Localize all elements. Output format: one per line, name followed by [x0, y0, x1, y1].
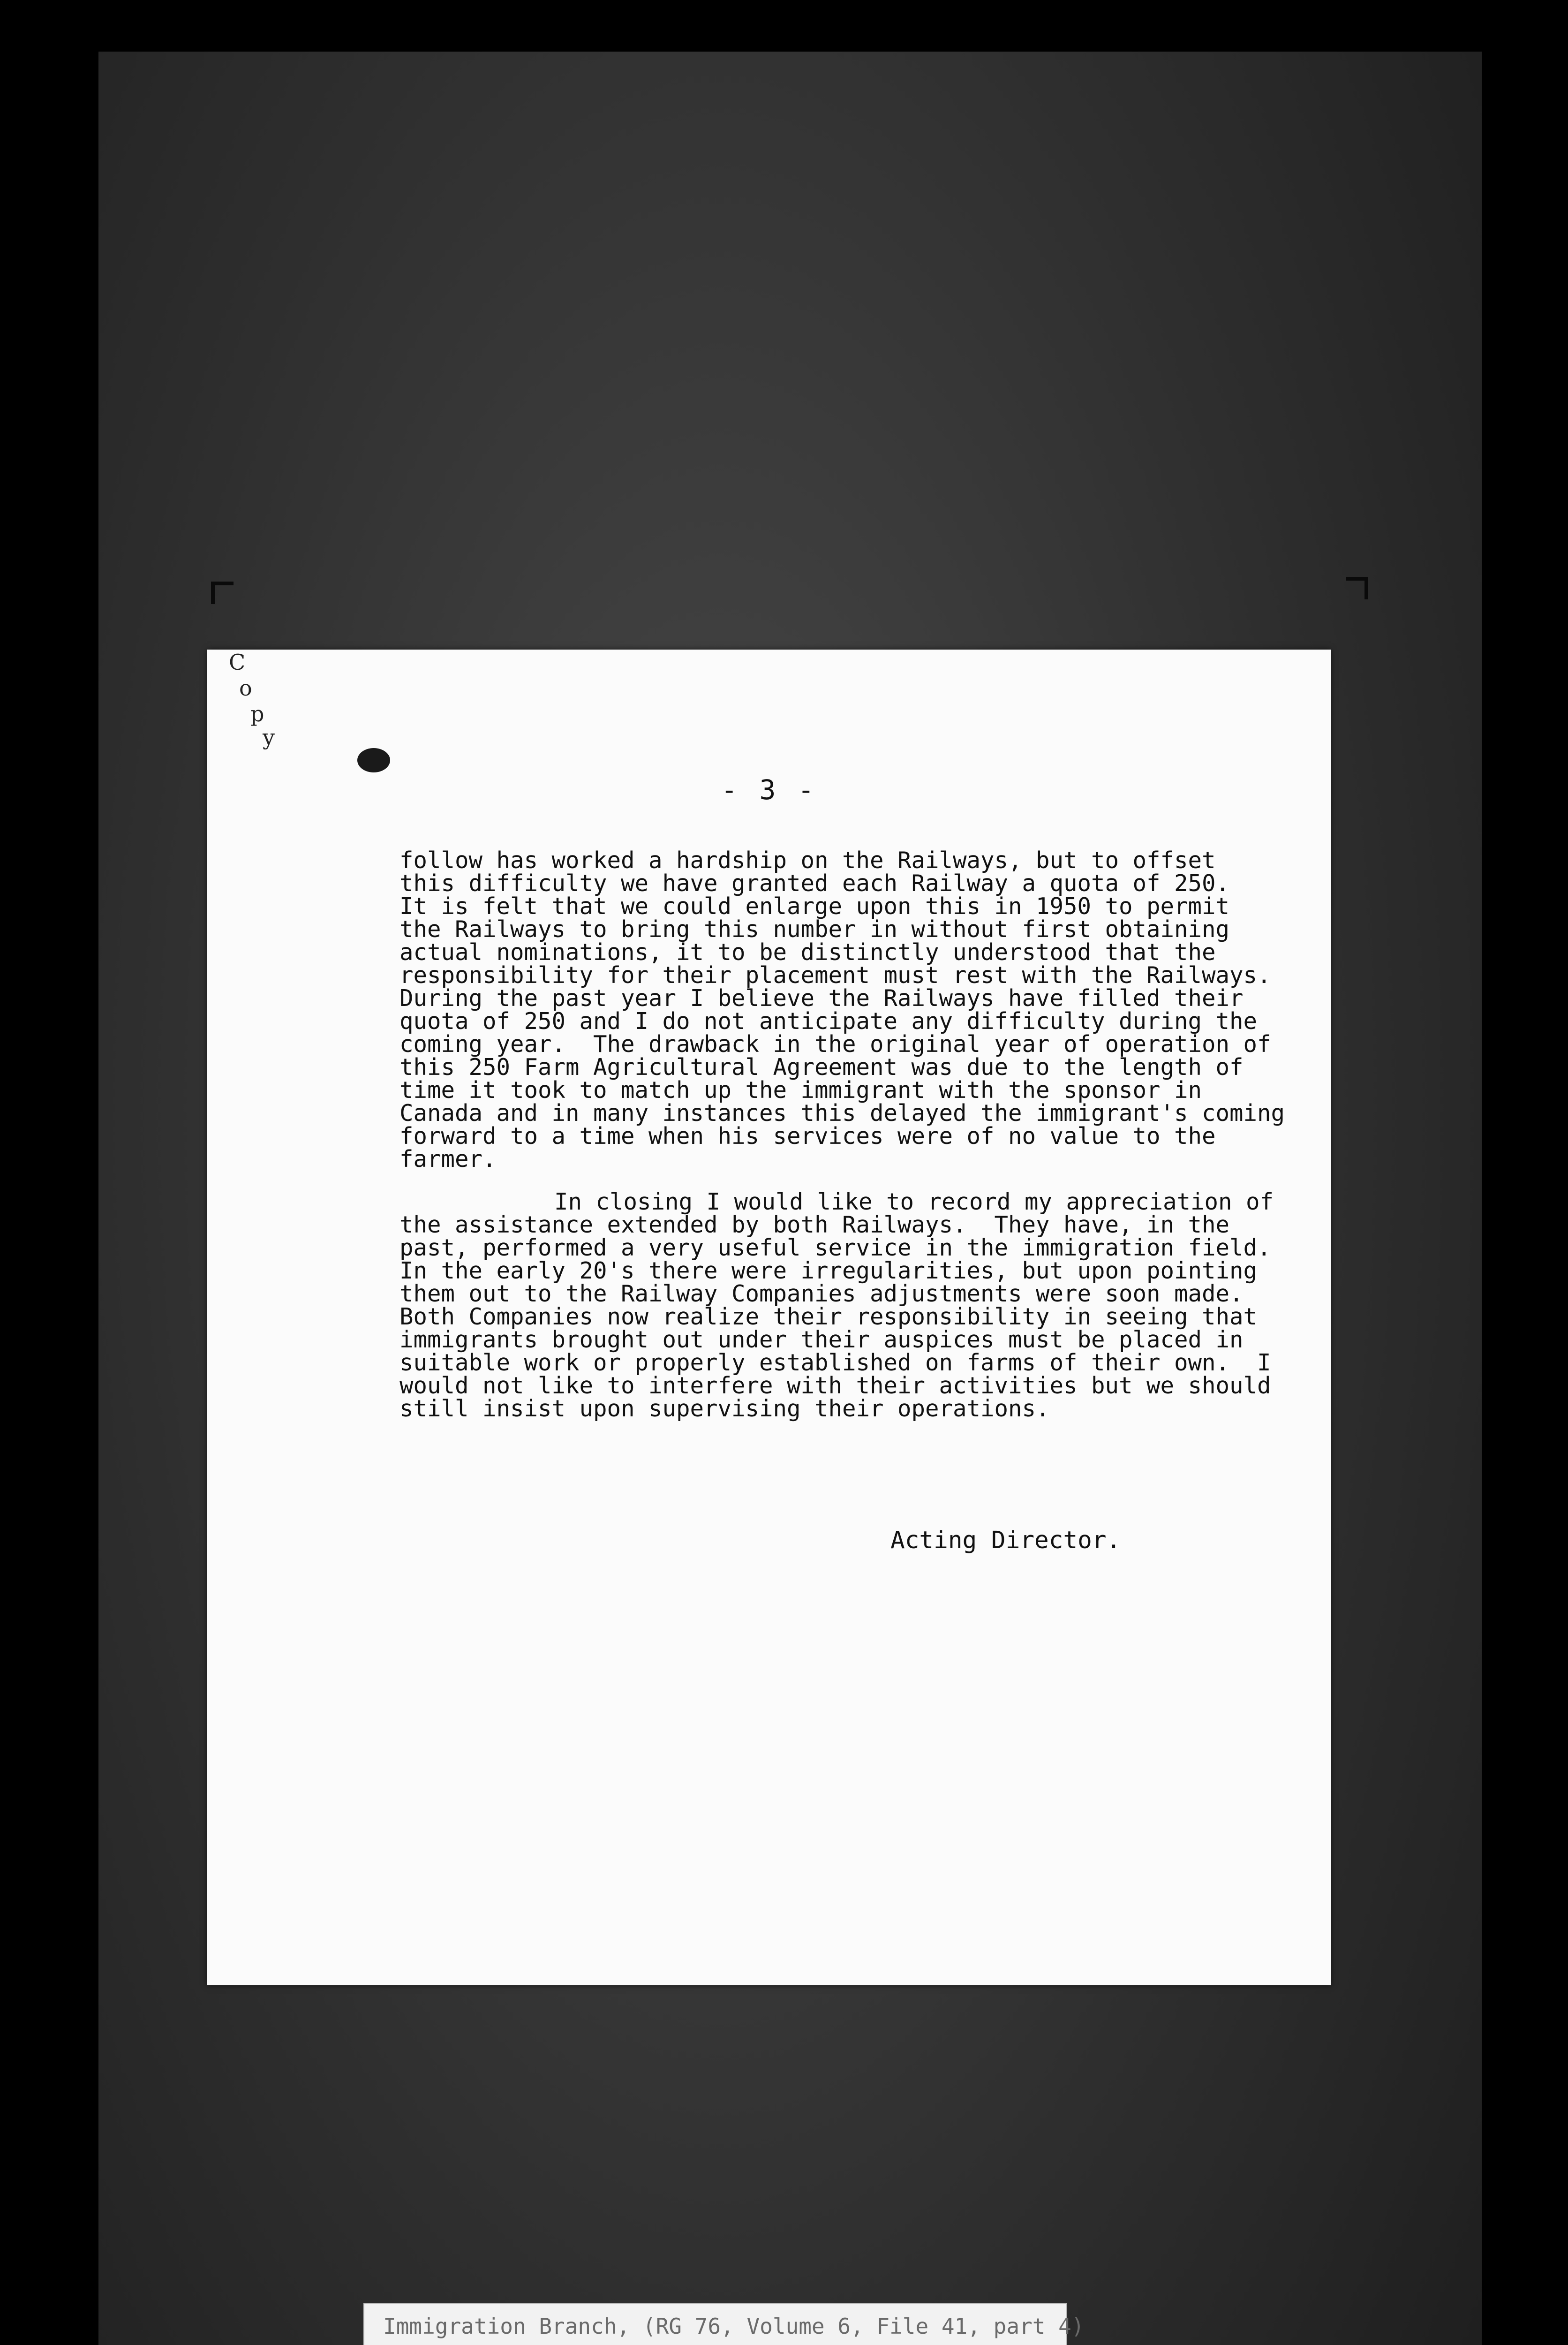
copy-stamp-letter: o	[239, 675, 252, 701]
text-line: would not like to interfere with their activities but we should	[400, 1372, 1271, 1399]
copy-stamp-letter: C	[229, 650, 246, 675]
text-line: the Railways to bring this number in without first obtaining	[400, 916, 1230, 943]
paragraph-spacer	[400, 1171, 1319, 1190]
text-line: immigrants brought out under their auspices must be placed in	[400, 1326, 1244, 1353]
text-line: this difficulty we have granted each Railway a quota of 250.	[400, 870, 1230, 897]
paragraph-2	[400, 1190, 1319, 1420]
text-line: time it took to match up the immigrant with the sponsor in	[400, 1077, 1202, 1104]
text-line: quota of 250 and I do not anticipate any difficulty during the	[400, 1008, 1258, 1035]
paragraph-1	[400, 849, 1319, 1171]
text-line: coming year. The drawback in the original year of operation of	[400, 1031, 1271, 1058]
text-line: forward to a time when his services were of no value to the	[400, 1123, 1216, 1150]
signature-title: Acting Director.	[890, 1527, 1121, 1554]
text-line: still insist upon supervising their operations.	[400, 1395, 1050, 1422]
mount-corner-top-right	[1346, 577, 1368, 599]
text-line: In closing I would like to record my appreciation of	[554, 1188, 1274, 1215]
mount-corner-top-left	[211, 582, 234, 604]
copy-stamp-letter: p	[250, 701, 264, 726]
text-line: Both Companies now realize their responsibility in seeing that	[400, 1303, 1258, 1330]
text-line: past, performed a very useful service in the immigration field.	[400, 1234, 1271, 1261]
page-number: - 3 -	[721, 774, 817, 806]
punch-hole-mark	[357, 748, 390, 772]
letter-body	[400, 849, 1319, 1420]
copy-stamp-letter: y	[263, 725, 275, 750]
text-line: them out to the Railway Companies adjustments were soon made.	[400, 1280, 1244, 1307]
text-line: actual nominations, it to be distinctly understood that the	[400, 939, 1216, 966]
text-line: this 250 Farm Agricultural Agreement was due to the length of	[400, 1054, 1244, 1081]
text-line: responsibility for their placement must rest with the Railways.	[400, 962, 1271, 989]
text-line: It is felt that we could enlarge upon this in 1950 to permit	[400, 893, 1230, 920]
archive-reference-label: Immigration Branch, (RG 76, Volume 6, File 41, part 4)	[363, 2303, 1067, 2345]
text-line: Canada and in many instances this delayed the immigrant's coming	[400, 1100, 1285, 1127]
text-line: suitable work or properly established on farms of their own. I	[400, 1349, 1271, 1376]
document-page	[207, 650, 1331, 1985]
text-line: follow has worked a hardship on the Railways, but to offset	[400, 847, 1216, 874]
text-line: During the past year I believe the Railways have filled their	[400, 985, 1244, 1012]
text-line: the assistance extended by both Railways. They have, in the	[400, 1211, 1230, 1238]
text-line: In the early 20's there were irregularities, but upon pointing	[400, 1257, 1258, 1284]
text-line: farmer.	[400, 1146, 497, 1172]
